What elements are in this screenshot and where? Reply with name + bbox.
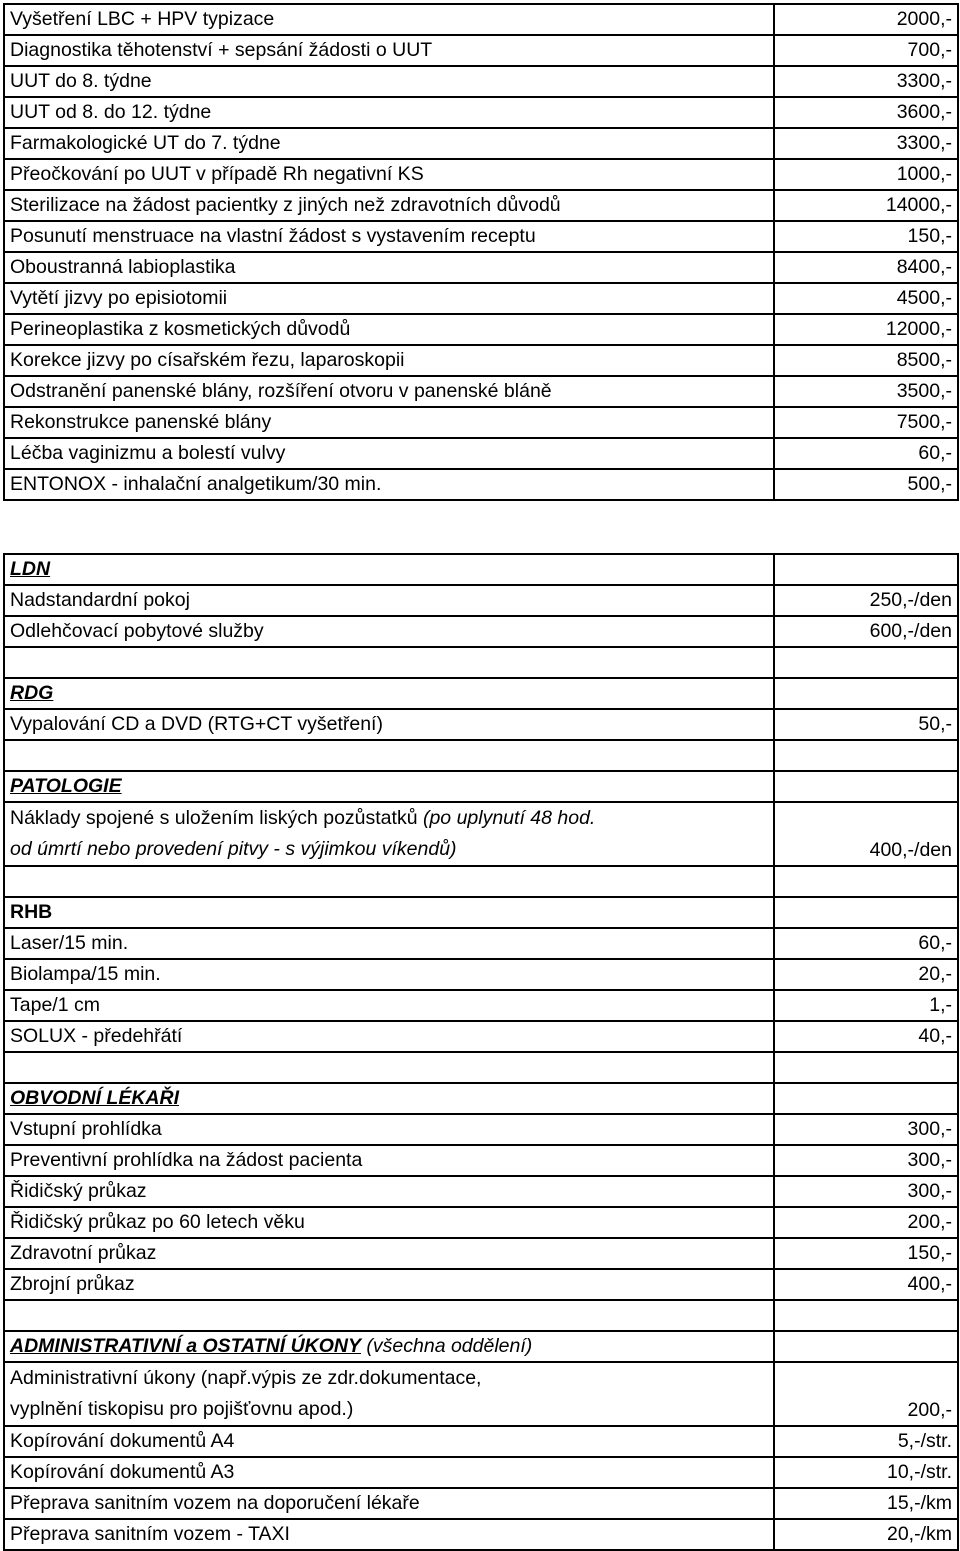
- service-name: Kopírování dokumentů A4: [4, 1426, 774, 1457]
- section-header-patologie: [4, 771, 958, 802]
- section-header-ldn: [4, 554, 958, 585]
- service-price: 3500,-: [774, 376, 958, 407]
- service-name: Rekonstrukce panenské blány: [4, 407, 774, 438]
- service-name: Biolampa/15 min.: [4, 959, 774, 990]
- table-row: [4, 4, 958, 35]
- service-price: 3300,-: [774, 128, 958, 159]
- section-title-admin: ADMINISTRATIVNÍ a OSTATNÍ ÚKONY: [10, 1335, 361, 1357]
- table-row: [4, 928, 958, 959]
- service-price: 15,-/km: [774, 1488, 958, 1519]
- service-name: Diagnostika těhotenství + sepsání žádosti o UUT: [4, 35, 774, 66]
- table-row: [4, 585, 958, 616]
- section-title-obvodni: OBVODNÍ LÉKAŘI: [10, 1087, 180, 1109]
- table-row: [4, 1269, 958, 1300]
- table-row: [4, 1176, 958, 1207]
- service-price: 7500,-: [774, 407, 958, 438]
- service-price: 2000,-: [774, 4, 958, 35]
- spacer-row: [4, 1300, 958, 1331]
- service-price: 200,-: [774, 1362, 958, 1426]
- spacer-row: [4, 866, 958, 897]
- section-title-ldn: LDN: [10, 558, 51, 580]
- service-price: 700,-: [774, 35, 958, 66]
- table-row: [4, 1207, 958, 1238]
- table-row: [4, 128, 958, 159]
- table-row: [4, 159, 958, 190]
- section-title-rhb: RHB: [10, 901, 53, 923]
- service-price: 12000,-: [774, 314, 958, 345]
- service-name: Oboustranná labioplastika: [4, 252, 774, 283]
- table-row: [4, 1426, 958, 1457]
- service-price: 250,-/den: [774, 585, 958, 616]
- service-name: Vypalování CD a DVD (RTG+CT vyšetření): [4, 709, 774, 740]
- service-name: Administrativní úkony (např.výpis ze zdr.dokumentace, vyplnění tiskopisu pro pojišťovnu apod.): [4, 1362, 774, 1426]
- service-price: 300,-: [774, 1176, 958, 1207]
- service-name: UUT do 8. týdne: [4, 66, 774, 97]
- spacer-row: [4, 740, 958, 771]
- service-name: UUT od 8. do 12. týdne: [4, 97, 774, 128]
- service-name: Náklady spojené s uložením liských pozůstatků (po uplynutí 48 hod. od úmrtí nebo provedení pitvy - s výjimkou víkendů): [4, 802, 774, 866]
- service-name: Odstranění panenské blány, rozšíření otvoru v panenské bláně: [4, 376, 774, 407]
- service-name: ENTONOX - inhalační analgetikum/30 min.: [4, 469, 774, 500]
- service-price: 5,-/str.: [774, 1426, 958, 1457]
- table-row: [4, 314, 958, 345]
- service-name: Tape/1 cm: [4, 990, 774, 1021]
- section-title-patologie: PATOLOGIE: [10, 775, 122, 797]
- service-name: Farmakologické UT do 7. týdne: [4, 128, 774, 159]
- table-row: [4, 1457, 958, 1488]
- section-title-rdg: RDG: [10, 682, 54, 704]
- table-row: [4, 407, 958, 438]
- spacer-row: [4, 1052, 958, 1083]
- service-name: Kopírování dokumentů A3: [4, 1457, 774, 1488]
- service-price: 4500,-: [774, 283, 958, 314]
- section-header-admin: [4, 1331, 958, 1362]
- service-name: Řidičský průkaz po 60 letech věku: [4, 1207, 774, 1238]
- service-price: 500,-: [774, 469, 958, 500]
- service-price: 20,-/km: [774, 1519, 958, 1550]
- section-header-obvodni: [4, 1083, 958, 1114]
- table-row: [4, 616, 958, 647]
- service-price: 50,-: [774, 709, 958, 740]
- table-row: [4, 990, 958, 1021]
- table-row: [4, 283, 958, 314]
- table-row: [4, 1021, 958, 1052]
- table-row: [4, 1488, 958, 1519]
- price-table-sections: [3, 553, 959, 1551]
- service-name: Vstupní prohlídka: [4, 1114, 774, 1145]
- service-name: Sterilizace na žádost pacientky z jiných než zdravotních důvodů: [4, 190, 774, 221]
- table-row: [4, 469, 958, 500]
- service-name: Nadstandardní pokoj: [4, 585, 774, 616]
- service-price: 60,-: [774, 928, 958, 959]
- service-name: Laser/15 min.: [4, 928, 774, 959]
- table-row: [4, 345, 958, 376]
- service-price: 200,-: [774, 1207, 958, 1238]
- service-price: 300,-: [774, 1145, 958, 1176]
- section-subtitle-admin: (všechna oddělení): [361, 1335, 533, 1357]
- table-row: [4, 438, 958, 469]
- service-price: 8500,-: [774, 345, 958, 376]
- service-name: Přeočkování po UUT v případě Rh negativní KS: [4, 159, 774, 190]
- service-name: Odlehčovací pobytové služby: [4, 616, 774, 647]
- table-row: [4, 802, 958, 866]
- service-price: 14000,-: [774, 190, 958, 221]
- section-header-rhb: [4, 897, 958, 928]
- service-price: 300,-: [774, 1114, 958, 1145]
- table-row: [4, 35, 958, 66]
- table-row: [4, 1145, 958, 1176]
- service-name: Zbrojní průkaz: [4, 1269, 774, 1300]
- table-row: [4, 376, 958, 407]
- service-name: Korekce jizvy po císařském řezu, laparoskopii: [4, 345, 774, 376]
- table-row: [4, 959, 958, 990]
- service-name: Přeprava sanitním vozem na doporučení lékaře: [4, 1488, 774, 1519]
- table-row: [4, 1362, 958, 1426]
- service-price: 1,-: [774, 990, 958, 1021]
- service-price: 3600,-: [774, 97, 958, 128]
- service-price: 8400,-: [774, 252, 958, 283]
- service-price: 400,-: [774, 1269, 958, 1300]
- service-price: 3300,-: [774, 66, 958, 97]
- service-price: 600,-/den: [774, 616, 958, 647]
- service-price: 10,-/str.: [774, 1457, 958, 1488]
- service-name: Vyšetření LBC + HPV typizace: [4, 4, 774, 35]
- service-name: SOLUX - předehřátí: [4, 1021, 774, 1052]
- table-row: [4, 190, 958, 221]
- spacer-row: [4, 647, 958, 678]
- price-table-top: [3, 3, 959, 501]
- service-price: 60,-: [774, 438, 958, 469]
- service-price: 400,-/den: [774, 802, 958, 866]
- service-name: Vytětí jizvy po episiotomii: [4, 283, 774, 314]
- service-price: 150,-: [774, 221, 958, 252]
- table-row: [4, 97, 958, 128]
- service-name: Perineoplastika z kosmetických důvodů: [4, 314, 774, 345]
- table-row: [4, 1114, 958, 1145]
- price-table-top-body: [4, 4, 958, 500]
- service-price: 1000,-: [774, 159, 958, 190]
- table-row: [4, 709, 958, 740]
- service-name: Zdravotní průkaz: [4, 1238, 774, 1269]
- service-name: Léčba vaginizmu a bolestí vulvy: [4, 438, 774, 469]
- table-row: [4, 1519, 958, 1550]
- table-row: [4, 66, 958, 97]
- service-price: 150,-: [774, 1238, 958, 1269]
- service-price: 40,-: [774, 1021, 958, 1052]
- service-name: Přeprava sanitním vozem - TAXI: [4, 1519, 774, 1550]
- service-name: Řidičský průkaz: [4, 1176, 774, 1207]
- service-name: Posunutí menstruace na vlastní žádost s vystavením receptu: [4, 221, 774, 252]
- table-row: [4, 221, 958, 252]
- service-name: Preventivní prohlídka na žádost pacienta: [4, 1145, 774, 1176]
- table-row: [4, 1238, 958, 1269]
- table-row: [4, 252, 958, 283]
- service-price: 20,-: [774, 959, 958, 990]
- section-header-rdg: [4, 678, 958, 709]
